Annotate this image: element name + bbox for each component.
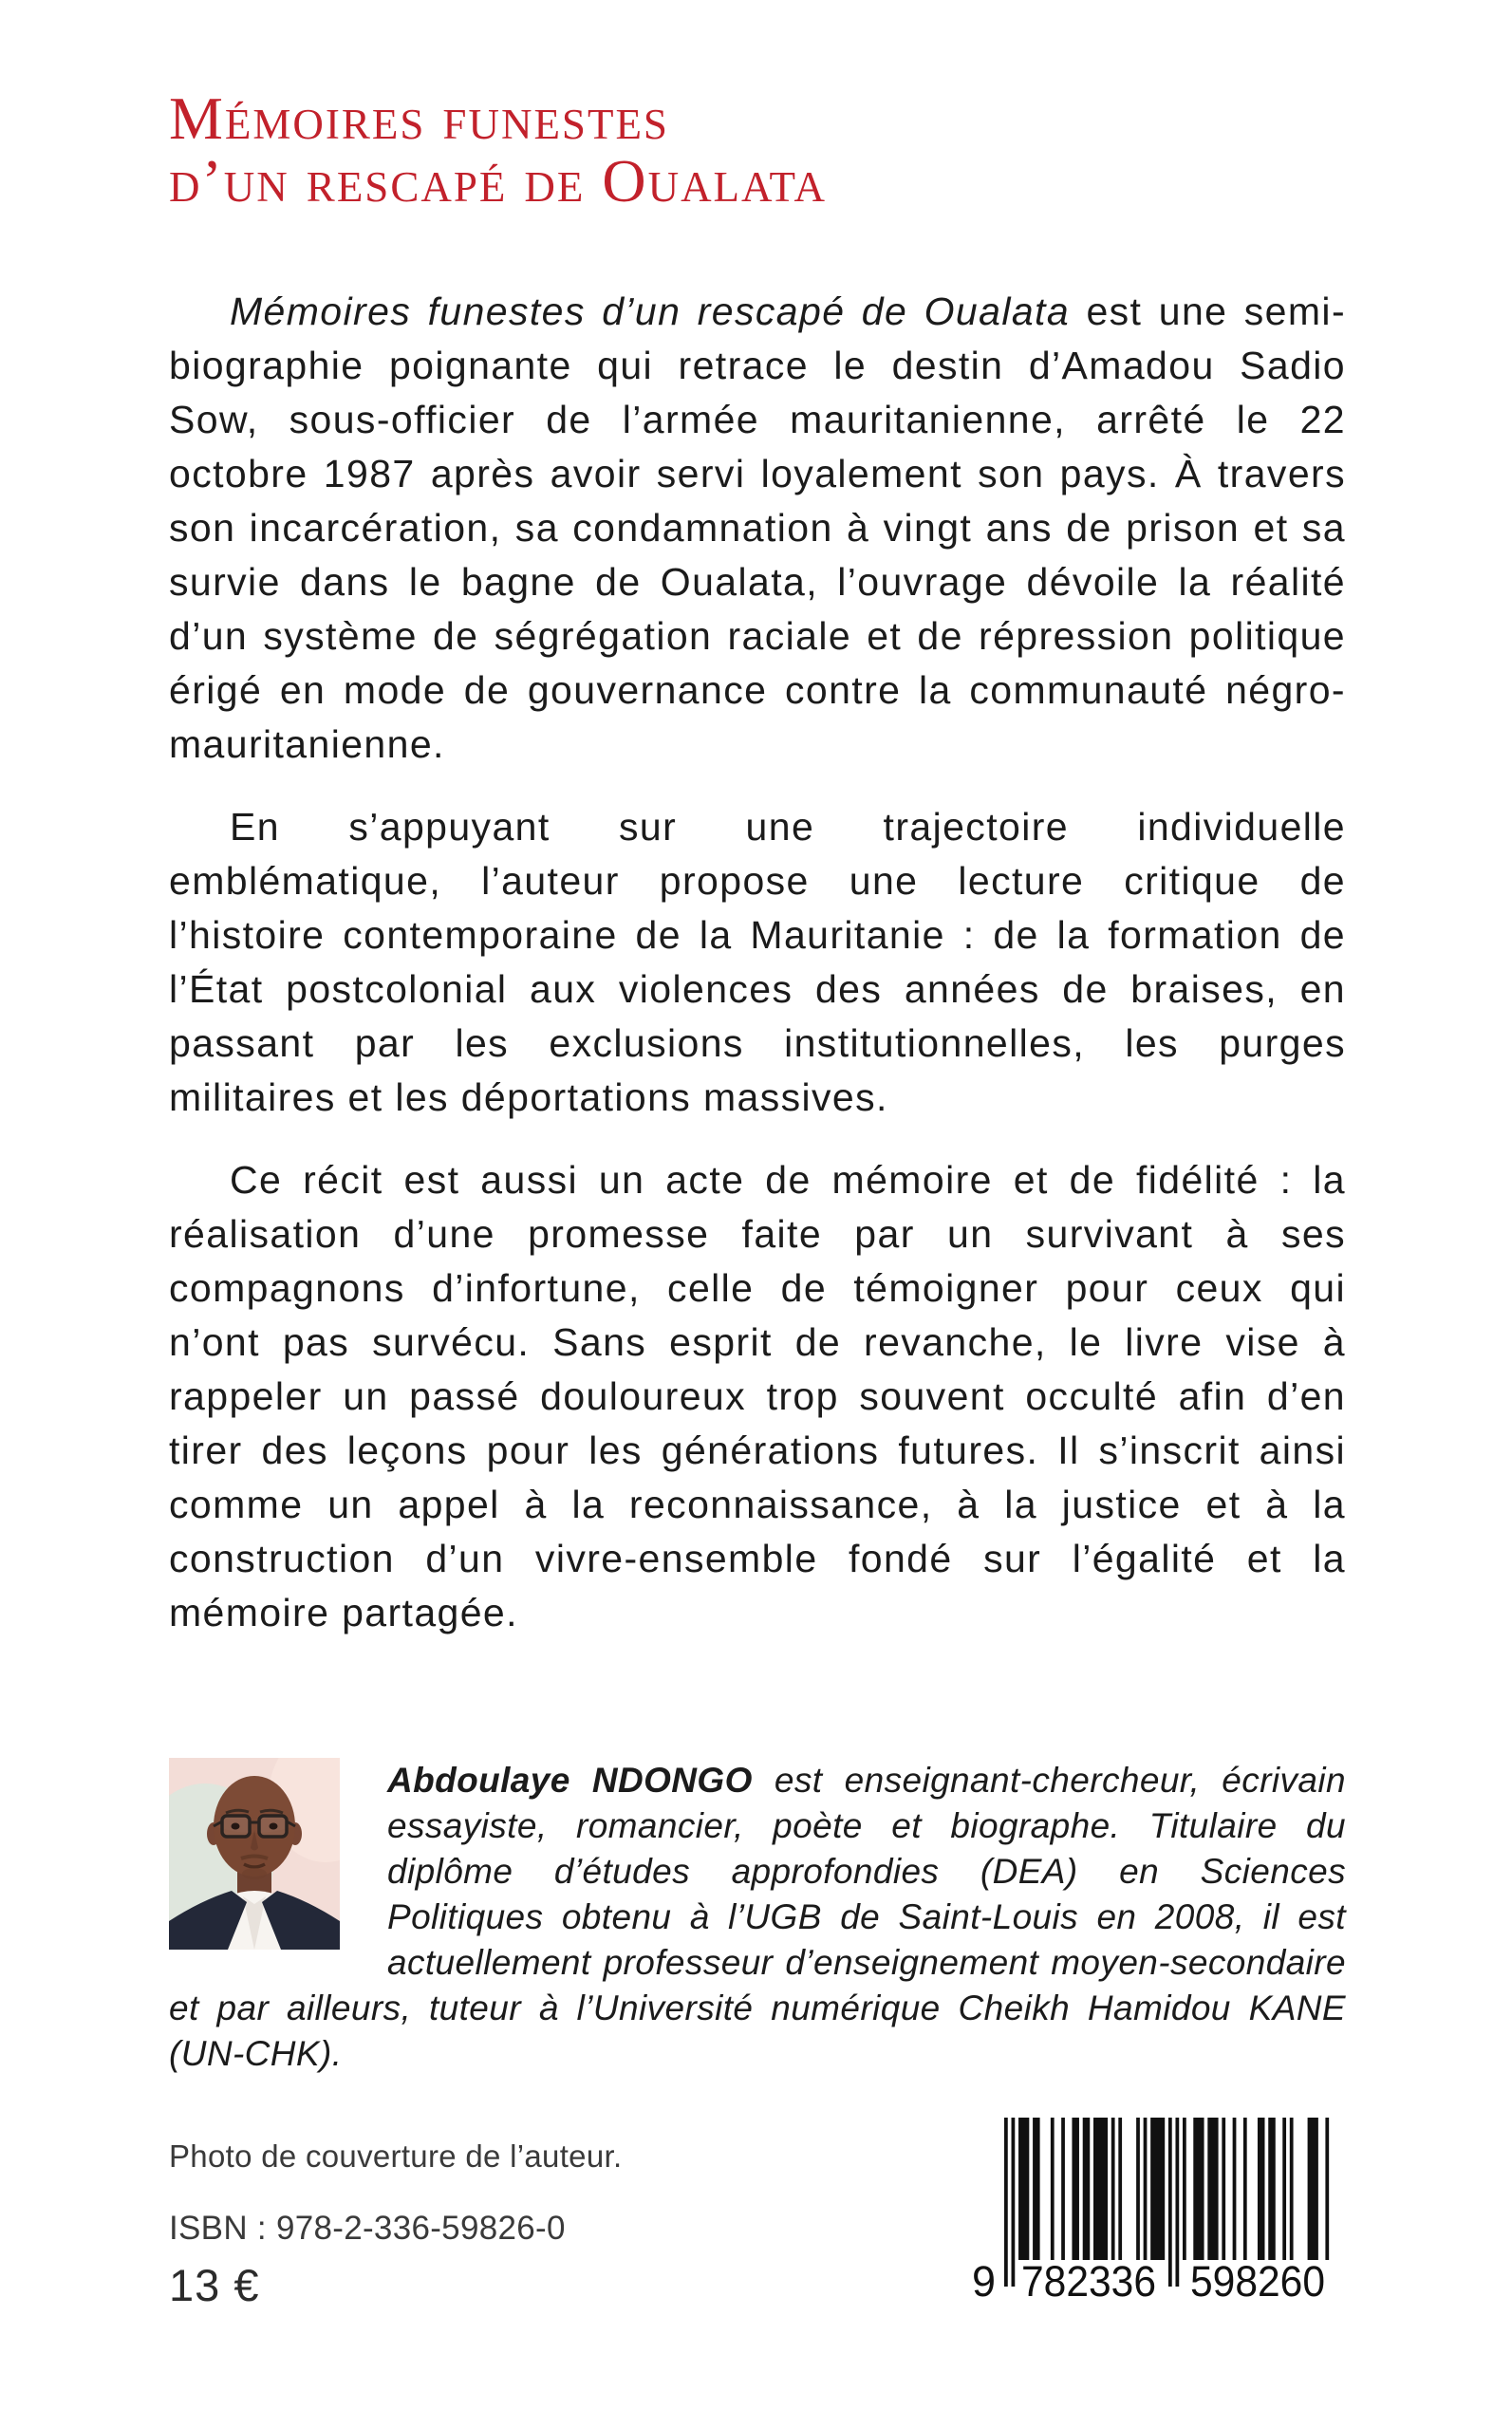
synopsis-paragraph-1-text: est une semi-biographie poignante qui retrace le destin d’Amadou Sadio Sow, sous-officier de l’armée mauritanienne, arrêté le 22 octobre 1987 après avoir servi loyalement son pays. À travers son incarcération, sa condamnation à vingt ans de prison et sa survie dans le bagne de Oualata, l’ouvrage dévoile la réalité d’un système de ségrégation raciale et de répression politique érigé en mode de gouvernance contre la communauté négro-mauritanienne. xyxy=(169,289,1346,766)
svg-text:9: 9 xyxy=(972,2257,997,2303)
isbn: ISBN : 978-2-336-59826-0 xyxy=(169,2210,566,2247)
book-title-line1: Mémoires funestes xyxy=(169,84,669,152)
author-photo xyxy=(169,1758,340,1950)
author-bio-text xyxy=(169,1758,1346,2077)
price: 13 € xyxy=(169,2260,260,2310)
author-bio-rest: est enseignant-chercheur, écrivain essayiste, romancier, poète et biographe. Titulaire du diplôme d’études approfondies (DEA) en Sciences Politiques obtenu à l’UGB de Saint-Louis en 2008, il est actuellement professeur d’enseignement moyen-secondaire et par ailleurs, tuteur à l’Université numérique Cheikh Hamidou KANE (UN-CHK). xyxy=(169,1761,1346,2073)
synopsis-paragraph-3: Ce récit est aussi un acte de mémoire et de fidélité : la réalisation d’une promesse faite par un survivant à ses compagnons d’infortune, celle de témoigner pour ceux qui n’ont pas survécu. Sans esprit de revanche, le livre vise à rappeler un passé douloureux trop souvent occulté afin d’en tirer des leçons pour les générations futures. Il s’inscrit ainsi comme un appel à la reconnaissance, à la justice et à la construction d’un vivre-ensemble fondé sur l’égalité et la mémoire partagée. xyxy=(169,1158,1346,1634)
synopsis-paragraph-2: En s’appuyant sur une trajectoire individuelle emblématique, l’auteur propose une lecture critique de l’histoire contemporaine de la Mauritanie : de la formation de l’État postcolonial aux violences des années de braises, en passant par les exclusions institutionnelles, les purges militaires et les déportations massives. xyxy=(169,805,1346,1119)
photo-credit: Photo de couverture de l’auteur. xyxy=(169,2138,623,2174)
synopsis-paragraph-1 xyxy=(169,285,1346,772)
author-bio xyxy=(169,1751,1346,2077)
author-name: Abdoulaye NDONGO xyxy=(387,1761,753,1800)
ean13-barcode-graphic xyxy=(970,2118,1350,2303)
author-portrait-graphic xyxy=(169,1758,340,1950)
svg-text:782336: 782336 xyxy=(1021,2257,1156,2303)
svg-text:598260: 598260 xyxy=(1190,2257,1325,2303)
book-title-line2: d’un rescapé de Oualata xyxy=(169,147,827,215)
synopsis xyxy=(169,285,1346,1669)
ean13-barcode xyxy=(970,2118,1350,2303)
book-title xyxy=(169,84,1346,215)
synopsis-title-mention: Mémoires funestes d’un rescapé de Oualata xyxy=(230,289,1071,333)
